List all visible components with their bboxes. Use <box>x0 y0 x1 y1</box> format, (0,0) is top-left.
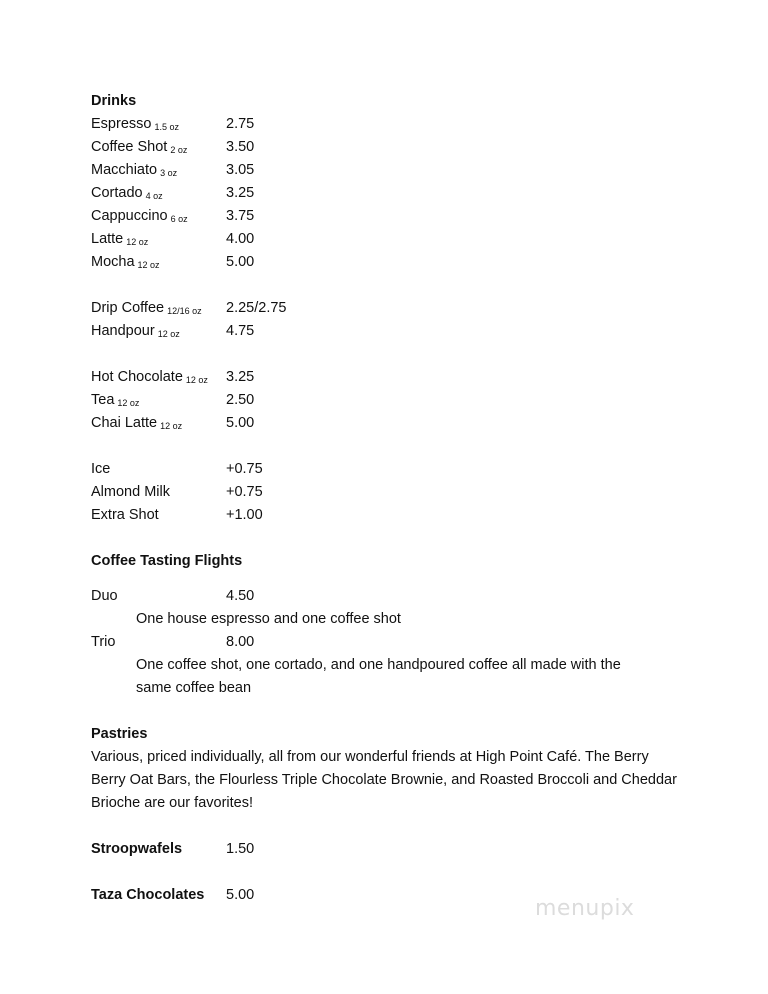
addon-almond-milk: Almond Milk +0.75 <box>91 484 263 500</box>
flight-trio-description: One coffee shot, one cortado, and one handpoured coffee all made with the same coffee bean <box>136 657 621 696</box>
menu-item-mocha: Mocha 12 oz 5.00 <box>91 254 255 270</box>
flight-trio: Trio 8.00 <box>91 634 255 650</box>
menu-item-cappuccino: Cappuccino 6 oz 3.75 <box>91 208 255 224</box>
menupix-watermark: menupix <box>535 896 635 921</box>
menu-item-espresso: Espresso 1.5 oz 2.75 <box>91 116 255 132</box>
menu-item-tea: Tea 12 oz 2.50 <box>91 392 255 408</box>
menu-item-stroopwafels: Stroopwafels 1.50 <box>91 841 255 857</box>
menu-item-chai-latte: Chai Latte 12 oz 5.00 <box>91 415 255 431</box>
menu-item-cortado: Cortado 4 oz 3.25 <box>91 185 255 201</box>
addon-extra-shot: Extra Shot +1.00 <box>91 507 263 523</box>
menu-item-coffee-shot: Coffee Shot 2 oz 3.50 <box>91 139 255 155</box>
menu-item-hot-chocolate: Hot Chocolate 12 oz 3.25 <box>91 369 255 385</box>
flights-heading: Coffee Tasting Flights <box>91 553 243 569</box>
menu-item-handpour: Handpour 12 oz 4.75 <box>91 323 255 339</box>
pastries-heading: Pastries <box>91 726 148 742</box>
menu-item-taza-chocolates: Taza Chocolates 5.00 <box>91 887 255 903</box>
pastries-description: Various, priced individually, all from our wonderful friends at High Point Café. The Berry Berry Oat Bars, the Flourless Triple Chocolate Brownie, and Roasted Broccoli and Cheddar Brioche are our favorites! <box>91 749 677 811</box>
menu-item-drip-coffee: Drip Coffee 12/16 oz 2.25/2.75 <box>91 300 287 316</box>
menu-item-latte: Latte 12 oz 4.00 <box>91 231 255 247</box>
menu-page <box>91 90 691 907</box>
flight-duo: Duo 4.50 <box>91 588 255 604</box>
flight-duo-description: One house espresso and one coffee shot <box>136 611 401 627</box>
drinks-heading: Drinks <box>91 93 137 109</box>
menu-item-macchiato: Macchiato 3 oz 3.05 <box>91 162 255 178</box>
addon-ice: Ice +0.75 <box>91 461 263 477</box>
